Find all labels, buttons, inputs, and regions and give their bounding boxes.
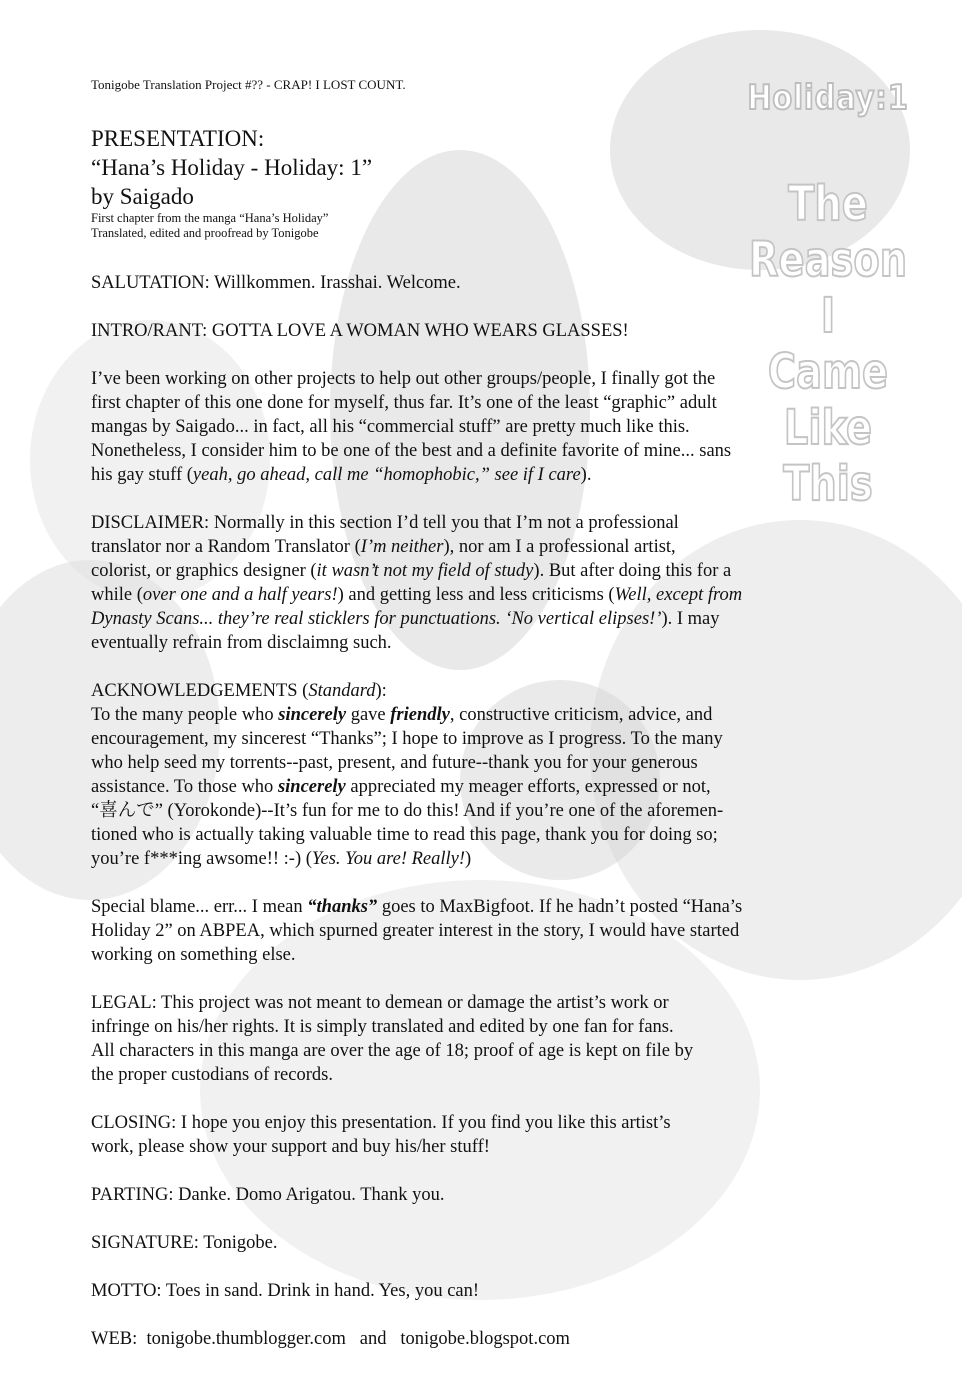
text: while ( xyxy=(91,585,143,605)
text: you’re f***ing awsome!! :-) ( xyxy=(91,849,312,869)
text: ) and getting less and less criticisms ( xyxy=(337,585,615,605)
legal-line: the proper custodians of records. xyxy=(91,1065,333,1085)
disclaimer-paragraph xyxy=(91,511,891,655)
rant-line: first chapter of this one done for myself, thus far. It’s one of the least “graphic” adult xyxy=(91,393,717,413)
special-thanks-paragraph xyxy=(91,895,891,967)
disclaimer-line: eventually refrain from disclaimng such. xyxy=(91,633,392,653)
text: ). I may xyxy=(661,609,720,629)
aside: Dynasty Scans... they’re real sticklers for punctuations. ‘No vertical elipses!’ xyxy=(91,609,662,629)
legal-line: infringe on his/her rights. It is simply translated and edited by one fan for fans. xyxy=(91,1017,674,1037)
text: ): xyxy=(375,681,387,701)
acknowledgements-paragraph xyxy=(91,679,891,871)
parting xyxy=(91,1183,891,1207)
emphasis: friendly xyxy=(390,705,450,725)
ack-line xyxy=(91,847,891,871)
emphasis: sincerely xyxy=(277,777,346,797)
aside: it wasn’t not my field of study xyxy=(316,561,534,581)
disclaimer-line xyxy=(91,559,891,583)
aside: Yes. You are! Really! xyxy=(311,849,466,869)
legal-line: LEGAL: This project was not meant to demean or damage the artist’s work or xyxy=(91,993,669,1013)
special-line: working on something else. xyxy=(91,945,296,965)
text: colorist, or graphics designer ( xyxy=(91,561,317,581)
acknowledgements-heading xyxy=(91,679,891,703)
aside: Standard xyxy=(308,681,376,701)
title-word: This xyxy=(783,456,873,512)
closing-paragraph xyxy=(91,1111,891,1159)
project-header: Tonigobe Translation Project #?? - CRAP! I LOST COUNT. xyxy=(91,77,406,92)
text: Special blame... err... I mean xyxy=(91,897,308,917)
text: To the many people who xyxy=(91,705,279,725)
title-word: Like xyxy=(783,400,873,456)
text: ). But after doing this for a xyxy=(533,561,732,581)
rant-line: Nonetheless, I consider him to be one of the best and a definite favorite of mine... sans xyxy=(91,441,732,461)
text: ACKNOWLEDGEMENTS ( xyxy=(91,681,309,701)
text: gave xyxy=(346,705,391,725)
closing-line: work, please show your support and buy his/her stuff! xyxy=(91,1137,490,1157)
text: ) xyxy=(465,849,472,869)
ack-line xyxy=(91,775,891,799)
web-link-blogspot[interactable]: tonigobe.blogspot.com xyxy=(400,1329,570,1349)
emphasis: “thanks” xyxy=(307,897,378,917)
text: appreciated my meager efforts, expressed or not, xyxy=(345,777,711,797)
rant-paragraph xyxy=(91,367,891,487)
title-word: Reason xyxy=(748,232,908,288)
aside: over one and a half years! xyxy=(142,585,338,605)
emphasis: sincerely xyxy=(278,705,347,725)
text: translator nor a Random Translator ( xyxy=(91,537,361,557)
ack-line xyxy=(91,703,891,727)
presentation-note: First chapter from the manga “Hana’s Holiday” xyxy=(91,211,329,225)
ack-line: who help seed my torrents--past, present, and future--thank you for your generous xyxy=(91,753,698,773)
rant-line xyxy=(91,463,891,487)
aside: I’m neither xyxy=(360,537,444,557)
web-separator: and xyxy=(345,1329,401,1349)
parting-text: PARTING: Danke. Domo Arigatou. Thank you. xyxy=(91,1185,445,1205)
title-word: The xyxy=(788,176,868,232)
presentation-credit: Translated, edited and proofread by Tonigobe xyxy=(91,226,319,240)
disclaimer-line xyxy=(91,583,891,607)
title-word: Came xyxy=(767,344,889,400)
aside: Well, except from xyxy=(614,585,743,605)
web-label: WEB: xyxy=(91,1329,147,1349)
salutation-text: SALUTATION: Willkommen. Irasshai. Welcome. xyxy=(91,273,461,293)
special-line xyxy=(91,895,891,919)
text: ). xyxy=(580,465,592,485)
presentation-block xyxy=(91,124,372,241)
rant-line: mangas by Saigado... in fact, all his “commercial stuff” are pretty much like this. xyxy=(91,417,690,437)
text: his gay stuff ( xyxy=(91,465,193,485)
ack-line: encouragement, my sincerest “Thanks”; I hope to improve as I progress. To the many xyxy=(91,729,723,749)
web-link-thumblogger[interactable]: tonigobe.thumblogger.com xyxy=(146,1329,346,1349)
web-links xyxy=(91,1327,891,1351)
motto xyxy=(91,1279,891,1303)
aside: yeah, go ahead, call me “homophobic,” see if I care xyxy=(192,465,581,485)
closing-line: CLOSING: I hope you enjoy this presentation. If you find you like this artist’s xyxy=(91,1113,671,1133)
text: goes to MaxBigfoot. If he hadn’t posted “Hana’s xyxy=(377,897,743,917)
ack-line: tioned who is actually taking valuable time to read this page, thank you for doing so; xyxy=(91,825,718,845)
text: , constructive criticism, advice, and xyxy=(449,705,713,725)
signature xyxy=(91,1231,891,1255)
motto-text: MOTTO: Toes in sand. Drink in hand. Yes, you can! xyxy=(91,1281,480,1301)
ack-line: “喜んで” (Yorokonde)--It’s fun for me to do this! And if you’re one of the aforemen- xyxy=(91,801,724,821)
title-word: I xyxy=(820,288,836,344)
rant-line: I’ve been working on other projects to help out other groups/people, I finally got the xyxy=(91,369,716,389)
legal-line: All characters in this manga are over the age of 18; proof of age is kept on file by xyxy=(91,1041,694,1061)
presentation-title: “Hana’s Holiday - Holiday: 1” xyxy=(91,155,373,180)
signature-text: SIGNATURE: Tonigobe. xyxy=(91,1233,278,1253)
disclaimer-line: DISCLAIMER: Normally in this section I’d tell you that I’m not a professional xyxy=(91,513,679,533)
salutation xyxy=(91,271,891,295)
disclaimer-line xyxy=(91,607,891,631)
text: assistance. To those who xyxy=(91,777,278,797)
intro xyxy=(91,319,891,343)
presentation-author: by Saigado xyxy=(91,184,194,209)
presentation-label: PRESENTATION: xyxy=(91,126,265,151)
chapter-label: Holiday:1 xyxy=(747,78,909,118)
text: ), nor am I a professional artist, xyxy=(443,537,676,557)
legal-paragraph xyxy=(91,991,891,1087)
disclaimer-line xyxy=(91,535,891,559)
intro-text: INTRO/RANT: GOTTA LOVE A WOMAN WHO WEARS GLASSES! xyxy=(91,321,629,341)
special-line: Holiday 2” on ABPEA, which spurned greater interest in the story, I would have started xyxy=(91,921,740,941)
